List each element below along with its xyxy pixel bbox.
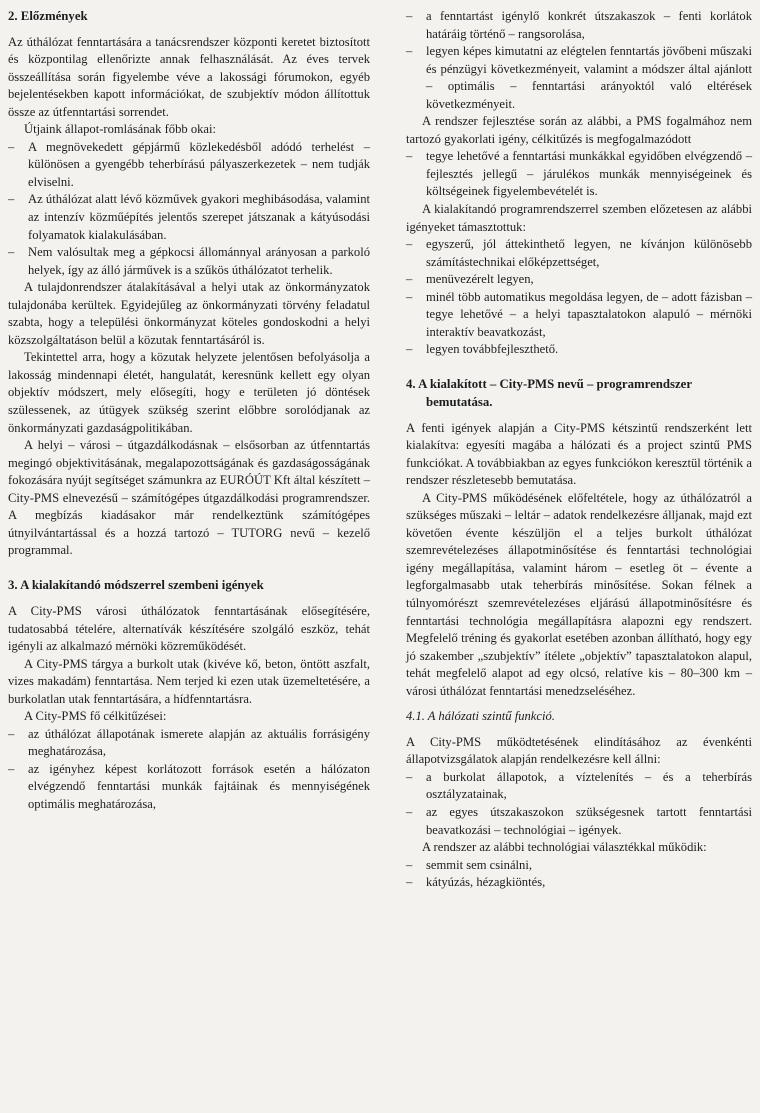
section-heading: 2. Előzmények bbox=[8, 9, 88, 23]
dash-list-item: – a fenntartást igénylő konkrét útszakaszok – fenti korlátok határáig történő – rangsorolása, bbox=[406, 8, 752, 43]
section-heading: 3. A kialakítandó módszerrel szembeni igények bbox=[8, 578, 264, 593]
paragraph: A kialakítandó programrendszerrel szemben előzetesen az alábbi igényeket támasztottuk: bbox=[406, 202, 752, 234]
spacer bbox=[8, 26, 370, 34]
paragraph: Az úthálózat fenntartására a tanácsrendszer központi keretet biztosított és központilag ellenőrizte annak felhasználását. Az éves tervek összeállítása során figyelembe véve a lakossági fórumokon, egyéb bejelentésekben kapott információkat, de szubjektív módon állítottuk össze az útfenntartási sorrendet. bbox=[8, 34, 370, 119]
dash-list-item: – az igényhez képest korlátozott források esetén a hálózaton elvégzendő fenntartási munkák fajtáinak és mennyiségének optimális meghatározása, bbox=[8, 761, 370, 814]
paragraph: A tulajdonrendszer átalakításával a helyi utak az önkormányzatok tulajdonába kerültek. Egyidejűleg az önkormányzati törvény feladatul szabta, hogy a települési önkormányzat köteles gondoskodni a helyi közszolgáltatáson belül a közutak fenntartásáról is. bbox=[8, 280, 370, 347]
dash-list-item: – tegye lehetővé a fenntartási munkákkal egyidőben elvégzendő – fejlesztés jellegű – járulékos munkák mennyiségeinek és költségeinek figyelembevételét is. bbox=[406, 148, 752, 201]
spacer bbox=[406, 700, 752, 708]
right-column bbox=[406, 8, 752, 892]
paragraph: A rendszer az alábbi technológiai választékkal működik: bbox=[422, 840, 707, 855]
paragraph: A City-PMS fő célkitűzései: bbox=[24, 709, 167, 724]
paragraph: A City-PMS tárgya a burkolt utak (kivéve kő, beton, öntött aszfalt, vizes makadám) fenntartása. Nem terjed ki ezen utak üzemeltetésére, a burkolatlan utak fenntartására, a hídfenntartásra. bbox=[8, 656, 370, 706]
dash-list-item: – a burkolat állapotok, a víztelenítés – és a teherbírás osztályzatainak, bbox=[406, 769, 752, 804]
dash-list-item: – semmit sem csinálni, bbox=[406, 857, 752, 875]
dash-list-item: – A megnövekedett gépjármű közlekedésből adódó terhelést – különösen a gyengébb teherbírású pályaszerkezetek – nem tudják elviselni. bbox=[8, 139, 370, 192]
spacer bbox=[406, 359, 752, 377]
paragraph: A rendszer fejlesztése során az alábbi, a PMS fogalmához nem tartozó gyakorlati igény, célkitűzés is megfogalmazódott bbox=[406, 114, 752, 146]
dash-list-item: – menüvezérelt legyen, bbox=[406, 271, 752, 289]
paragraph: A City-PMS működésének előfeltétele, hogy az úthálózatról a szükséges műszaki – leltár – adatok rendelkezésre álljanak, majd ezt követően évente készüljön el a teljes burkolt úthálózat szemrevételezéses állapotminősítése és fenntartási technológiai igény megállapítása, valamint három – esetleg öt – évente a legforgalmasabb utak teherbírás minősítése. Sokan félnek a túlnyomórészt szemrevételezéses eljárású állapotminősítésre és fenntartási technológia megállapításra alapozni egy rendszert. Megfelelő tréning és gyakorlat esetében azonban állítható, hogy egy jó szakember „szubjektív” ítélete „objektív” tapasztalatokon alapul, tehát megfelelő alapot ad egy olcsó, relatíve kis – 80–300 km – városi úthálózat fenntartási menedzseléséhez. bbox=[406, 490, 752, 698]
subsection-heading: 4.1. A hálózati szintű funkció. bbox=[406, 709, 555, 724]
paragraph: A helyi – városi – útgazdálkodásnak – elsősorban az útfenntartás megingó objektivitásának, megalapozottságának és gazdaságosságának fokozására nyújt segítséget számunkra az EURÓÚT Kft által készített – City-PMS elnevezésű – számítógépes útgazdálkodási programrendszer. A megbízás kiadásakor már rendelkeztünk számítógépes útnyilvántartással és a hozzá tartozó – TUTORG nevű – kezelő programmal. bbox=[8, 438, 370, 558]
dash-list-item: – minél több automatikus megoldása legyen, de – adott fázisban – tegye lehetővé – a helyi tapasztalatokon alapuló – mérnöki interaktív beavatkozást, bbox=[406, 289, 752, 342]
section-heading: 4. A kialakított – City-PMS nevű – programrendszer bemutatása. bbox=[406, 377, 692, 409]
dash-list-item: – az úthálózat állapotának ismerete alapján az aktuális forrásigény meghatározása, bbox=[8, 726, 370, 761]
spacer bbox=[406, 726, 752, 734]
dash-list-item: – egyszerű, jól áttekinthető legyen, ne kívánjon különösebb számítástechnikai előképzettséget, bbox=[406, 236, 752, 271]
paragraph: A City-PMS városi úthálózatok fenntartásának elősegítésére, tudatosabbá tételére, alternatívák készítésére szolgáló eszköz, tehát igényli az alkalmazó mérnöki közreműködését. bbox=[8, 604, 370, 654]
dash-list-item: – legyen továbbfejleszthető. bbox=[406, 341, 752, 359]
dash-list-item: – Nem valósultak meg a gépkocsi állománnyal arányosan a parkoló helyek, így az álló járművek is a szűkös úthálózatot terhelik. bbox=[8, 244, 370, 279]
spacer bbox=[406, 412, 752, 420]
paragraph: Útjaink állapot-romlásának főbb okai: bbox=[24, 122, 216, 137]
paragraph: Tekintettel arra, hogy a közutak helyzete jelentősen befolyásolja a lakosság mindennapi életét, hangulatát, keresnünk kellett egy olyan objektív módszert, mely elősegíti, hogy e területen jó döntések szülessenek, az útügyek szükség szerint előbbre sorolódjanak az önkormányzati gazdaságpolitikában. bbox=[8, 350, 370, 435]
spacer bbox=[8, 595, 370, 603]
left-column bbox=[8, 8, 370, 814]
dash-list-item: – legyen képes kimutatni az elégtelen fenntartás jövőbeni műszaki és pénzügyi következményeit, valamint a módszer által ajánlott – optimális – fenntartási arányoktól való eltérések következményeit. bbox=[406, 43, 752, 113]
dash-list-item: – Az úthálózat alatt lévő közművek gyakori meghibásodása, valamint az intenzív közműépítés jelentős szerepet játszanak a kátyúsodási folyamatok kialakulásában. bbox=[8, 191, 370, 244]
paragraph: A City-PMS működtetésének elindításához az évenkénti állapotvizsgálatok alapján rendelkezésre kell állni: bbox=[406, 734, 752, 767]
dash-list-item: – az egyes útszakaszokon szükségesnek tartott fenntartási beavatkozási – technológiai – igények. bbox=[406, 804, 752, 839]
dash-list-item: – kátyúzás, hézagkiöntés, bbox=[406, 874, 752, 892]
spacer bbox=[8, 560, 370, 578]
paragraph: A fenti igények alapján a City-PMS kétszintű rendszerként lett kialakítva: egyesíti magába a hálózati és a project szintű PMS funkciókat. A továbbiakban az egyes funkciókon keresztül történik a rendszer részletesebb bemutatása. bbox=[406, 420, 752, 488]
